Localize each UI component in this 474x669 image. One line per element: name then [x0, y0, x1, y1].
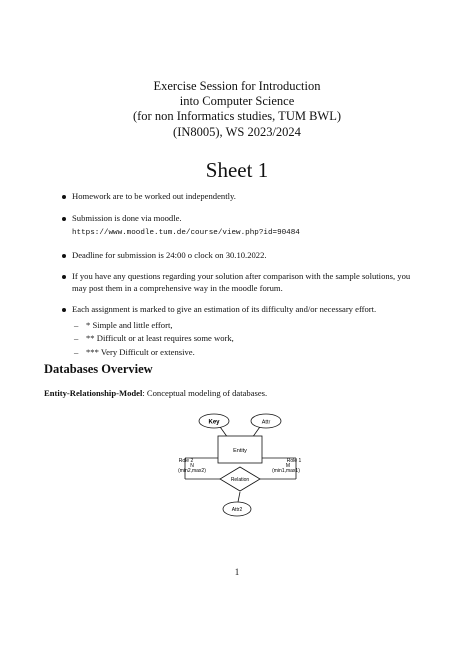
bullet-icon — [62, 254, 66, 258]
bullet-icon — [62, 217, 66, 221]
page-number: 1 — [234, 567, 240, 577]
relation-label: Relation — [230, 477, 250, 483]
list-item-text: Each assignment is marked to give an estimation of its difficulty and/or necessary effort. — [72, 304, 377, 314]
attribute-label: Attr — [261, 419, 271, 426]
list-item — [62, 271, 424, 294]
role-2-label: Role 2 — [178, 458, 194, 464]
role-2-cardinality: N — [190, 463, 194, 469]
difficulty-text: *** Very Difficult or extensive. — [86, 346, 195, 357]
document-header — [0, 79, 474, 140]
difficulty-item — [72, 347, 424, 359]
difficulty-item — [72, 333, 424, 345]
er-model-term: Entity-Relationship-Model — [44, 388, 143, 398]
instructions-list — [62, 191, 424, 368]
difficulty-text: ** Difficult or at least requires some work, — [86, 333, 234, 343]
role-1-cardinality: M — [285, 463, 291, 469]
difficulty-item — [72, 320, 424, 332]
role-2-range: (min2,max2) — [178, 468, 206, 474]
list-item — [62, 304, 424, 358]
difficulty-list — [72, 320, 424, 359]
er-model-description — [44, 388, 267, 398]
entity-label: Entity — [233, 448, 247, 454]
list-item-text: Homework are to be worked out independently. — [72, 191, 236, 201]
dash-icon: – — [74, 319, 79, 330]
role-1-range: (min1,max1) — [272, 468, 300, 474]
header-line-4: (IN8005), WS 2023/2024 — [173, 124, 301, 139]
role-1-label: Role 1 — [286, 458, 302, 464]
difficulty-text: * Simple and little effort, — [86, 319, 173, 330]
er-model-desc: : Conceptual modeling of databases. — [142, 388, 268, 398]
moodle-course-link[interactable]: https://www.moodle.tum.de/course/view.php?id=90484 — [72, 229, 300, 237]
bullet-icon — [62, 275, 66, 279]
er-diagram — [170, 412, 310, 522]
relation-attribute-label: Attr2 — [231, 507, 243, 513]
header-line-1: Exercise Session for Introduction — [153, 79, 321, 93]
header-line-3: (for non Informatics studies, TUM BWL) — [132, 109, 342, 124]
list-item — [62, 213, 424, 240]
list-item-text: If you have any questions regarding your solution after comparison with the sample solutions, you may post them in a comprehensive way in the moodle forum. — [72, 271, 411, 293]
list-item — [62, 250, 424, 262]
dash-icon: – — [74, 346, 79, 357]
list-item-text: Submission is done via moodle. — [72, 212, 182, 223]
header-line-2: into Computer Science — [179, 94, 295, 109]
key-attribute-label: Key — [208, 419, 220, 426]
connector-line — [238, 492, 240, 502]
section-title: Databases Overview — [44, 362, 153, 376]
bullet-icon — [62, 308, 66, 312]
bullet-icon — [62, 195, 66, 199]
list-item — [62, 191, 424, 203]
dash-icon: – — [74, 333, 79, 343]
sheet-title: Sheet 1 — [205, 158, 269, 182]
list-item-text: Deadline for submission is 24:00 o clock on 30.10.2022. — [72, 249, 267, 260]
